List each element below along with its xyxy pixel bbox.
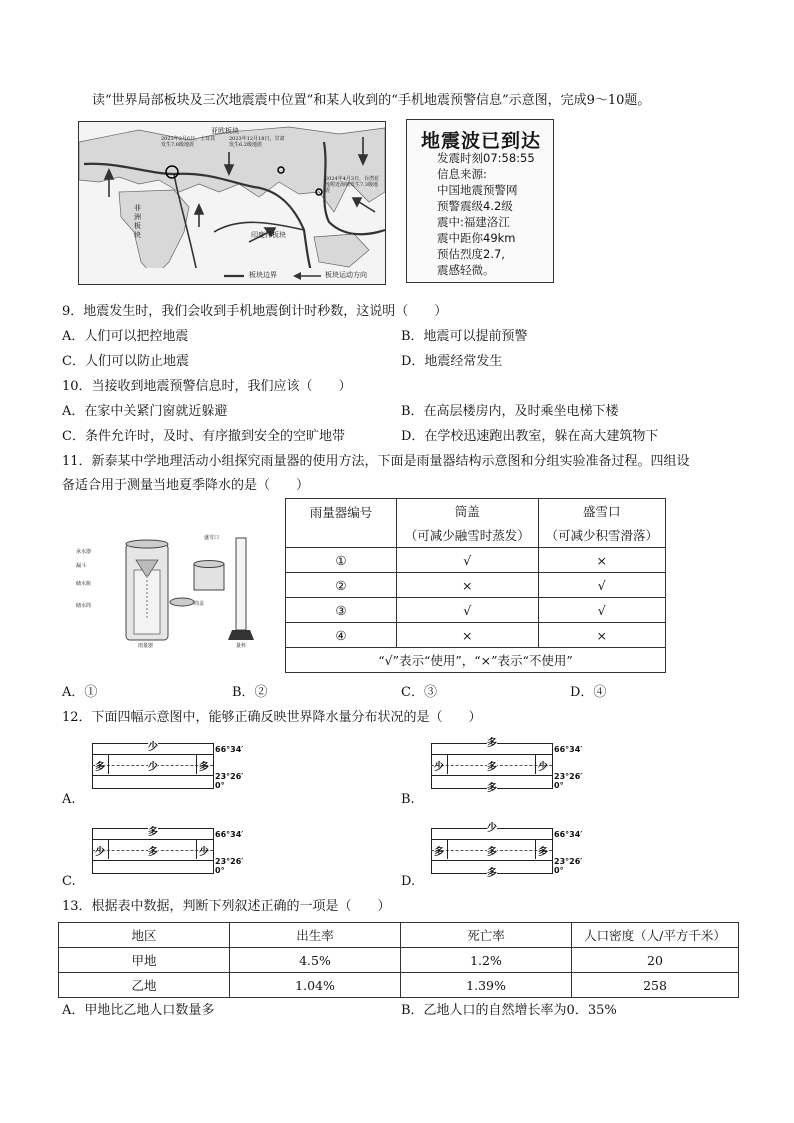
diagram-b-left: 少: [434, 762, 444, 773]
diagram-a-lat2: 23°26′: [215, 772, 244, 781]
label-collector: 承水器: [76, 549, 92, 555]
plate-label-africa: 非洲板块: [134, 204, 141, 239]
table-cell: 乙地: [59, 973, 230, 998]
diagram-c-divider: [108, 839, 109, 859]
table-header-id: 雨量器编号: [286, 499, 397, 548]
diagram-a-divider: [196, 754, 197, 774]
table-cell: ×: [397, 623, 539, 648]
q9-option-b[interactable]: B．地震可以提前预警: [401, 329, 528, 344]
diagram-a-lat3: 0°: [215, 781, 225, 790]
gauge-table: [285, 498, 666, 673]
rain-gauge-figure: [76, 530, 266, 650]
diagram-c-lat3: 0°: [215, 866, 225, 875]
table-header-cap-note: （可减少融雪时蒸发）: [397, 523, 539, 548]
q13-option-a[interactable]: A．甲地比乙地人口数量多: [62, 1003, 215, 1018]
q11-stem-cont: 备适合用于测量当地夏季降水的是（ ）: [62, 478, 310, 493]
diagram-b-right: 少: [538, 762, 548, 773]
table-cell: ×: [538, 548, 665, 573]
q11-option-b[interactable]: B．②: [232, 685, 268, 700]
diagram-d-lat1: 66°34′: [554, 830, 583, 839]
diagram-b[interactable]: [401, 733, 621, 808]
label-snow-port: 盛雪口: [204, 535, 220, 541]
diagram-c-right: 少: [199, 847, 209, 858]
intro-text: 读“世界局部板块及三次地震震中位置”和某人收到的“手机地震预警信息”示意图，完成9～10题。: [92, 93, 651, 108]
note-gansu: 2023年12月18日，甘肃发生6.2级地震: [229, 136, 285, 148]
table-cell: √: [397, 548, 539, 573]
table-header: 地区: [59, 923, 230, 948]
diagram-c-left: 少: [95, 847, 105, 858]
table-cell: ③: [286, 598, 397, 623]
q13-option-b[interactable]: B．乙地人口的自然增长率为0．35%: [401, 1003, 617, 1018]
diagram-b-label: B.: [401, 792, 415, 807]
plate-label-eurasia: 亚欧板块: [211, 127, 239, 135]
note-turkey: 2023年2月6日，土耳其发生7.8级地震: [161, 136, 216, 148]
q10-option-b[interactable]: B．在高层楼房内，及时乘坐电梯下楼: [401, 404, 619, 419]
alert-line: 信息来源:: [437, 167, 487, 181]
label-gauge: 雨量器: [138, 643, 154, 649]
diagram-a-lat1: 66°34′: [215, 745, 244, 754]
table-cell: 20: [572, 948, 739, 973]
q9-option-c[interactable]: C．人们可以防止地震: [62, 354, 189, 369]
diagram-c-top: 多: [148, 823, 158, 838]
table-header-snow-note: （可减少积雪滑落）: [538, 523, 665, 548]
diagram-d-bottom: 多: [487, 864, 497, 879]
table-header-snow: 盛雪口: [538, 499, 665, 524]
table-cell: ×: [538, 623, 665, 648]
table-header-cap: 筒盖: [397, 499, 539, 524]
diagram-d[interactable]: [401, 818, 621, 893]
alert-line: 中国地震预警网: [437, 183, 518, 197]
table-cell: √: [538, 598, 665, 623]
legend-direction: 板块运动方向: [325, 271, 367, 279]
q11-stem: 11．新泰某中学地理活动小组探究雨量器的使用方法，下面是雨量器结构示意图和分组实验准备过程。四组设: [62, 454, 690, 469]
alert-line: 预估烈度2.7,: [437, 247, 505, 261]
q11-option-d[interactable]: D．④: [570, 685, 607, 700]
diagram-d-top: 少: [487, 819, 497, 834]
plate-map: [78, 121, 386, 285]
diagram-a[interactable]: [62, 733, 282, 808]
diagram-b-divider: [447, 754, 448, 774]
table-header: 人口密度（人/平方千米）: [572, 923, 739, 948]
table-note: “√”表示“使用”，“×”表示“不使用”: [286, 648, 666, 673]
diagram-d-mid: 多: [487, 843, 497, 858]
alert-line: 震感轻微。: [437, 263, 495, 277]
diagram-b-top: 多: [487, 734, 497, 749]
diagram-c-divider: [196, 839, 197, 859]
diagram-b-lat1: 66°34′: [554, 745, 583, 754]
label-funnel: 漏斗: [76, 563, 87, 569]
label-cup: 量杯: [236, 643, 247, 649]
q9-option-a[interactable]: A．人们可以把控地震: [62, 329, 189, 344]
diagram-b-divider: [535, 754, 536, 774]
diagram-b-bottom: 多: [487, 779, 497, 794]
q10-option-a[interactable]: A．在家中关紧门窗就近躲避: [62, 404, 228, 419]
diagram-a-top: 少: [148, 738, 158, 753]
table-cell: ①: [286, 548, 397, 573]
legend-boundary: 板块边界: [249, 271, 277, 279]
table-cell: √: [538, 573, 665, 598]
table-cell: 1.04%: [230, 973, 401, 998]
alert-line: 预警震级4.2级: [437, 199, 513, 213]
q10-stem: 10．当接收到地震预警信息时，我们应该（ ）: [62, 379, 352, 394]
q13-stem: 13．根据表中数据，判断下列叙述正确的一项是（ ）: [62, 899, 391, 914]
table-cell: ④: [286, 623, 397, 648]
q9-option-d[interactable]: D．地震经常发生: [401, 354, 503, 369]
diagram-d-lat3: 0°: [554, 866, 564, 875]
diagram-b-lat3: 0°: [554, 781, 564, 790]
rain-gauge-drawing: [76, 530, 266, 650]
q12-stem: 12．下面四幅示意图中，能够正确反映世界降水量分布状况的是（ ）: [62, 710, 482, 725]
alert-title: 地震波已到达: [421, 130, 542, 152]
table-cell: ×: [397, 573, 539, 598]
table-header: 死亡率: [401, 923, 572, 948]
diagram-a-left: 多: [95, 762, 105, 773]
diagram-d-left: 多: [434, 847, 444, 858]
diagram-b-lat2: 23°26′: [554, 772, 583, 781]
diagram-d-divider: [535, 839, 536, 859]
q10-option-d[interactable]: D．在学校迅速跑出教室，躲在高大建筑物下: [401, 429, 659, 444]
table-cell: 1.2%: [401, 948, 572, 973]
label-bottle: 储水瓶: [76, 581, 92, 587]
label-cap: 筒盖: [194, 601, 205, 607]
diagram-c[interactable]: [62, 818, 282, 893]
q11-option-c[interactable]: C．③: [401, 685, 437, 700]
q10-option-c[interactable]: C．条件允许时，及时、有序撤到安全的空旷地带: [62, 429, 345, 444]
table-header: 出生率: [230, 923, 401, 948]
table-cell: 甲地: [59, 948, 230, 973]
diagram-a-label: A.: [62, 792, 76, 807]
table-cell: 258: [572, 973, 739, 998]
diagram-c-lat1: 66°34′: [215, 830, 244, 839]
diagram-a-divider: [108, 754, 109, 774]
earthquake-alert: [406, 119, 554, 283]
diagram-d-divider: [447, 839, 448, 859]
q9-stem: 9．地震发生时，我们会收到手机地震倒计时秒数，这说明（ ）: [62, 304, 448, 319]
diagram-c-label: C.: [62, 874, 76, 889]
diagram-c-mid: 多: [148, 843, 158, 858]
q11-option-a[interactable]: A．①: [62, 685, 98, 700]
alert-line: 震中距你49km: [437, 231, 516, 245]
table-cell: √: [397, 598, 539, 623]
population-table: [58, 922, 739, 998]
diagram-a-right: 多: [199, 762, 209, 773]
diagram-b-mid: 多: [487, 758, 497, 773]
diagram-d-lat2: 23°26′: [554, 857, 583, 866]
diagram-a-mid: 少: [148, 758, 158, 773]
alert-line: 发震时刻07:58:55: [437, 151, 535, 165]
diagram-d-label: D.: [401, 874, 416, 889]
diagram-d-right: 多: [538, 847, 548, 858]
label-tube: 储水筒: [76, 603, 92, 609]
table-cell: 1.39%: [401, 973, 572, 998]
alert-line: 震中:福建洛江: [437, 215, 510, 229]
plate-label-indian: 印度洋板块: [251, 231, 286, 239]
table-cell: 4.5%: [230, 948, 401, 973]
diagram-c-lat2: 23°26′: [215, 857, 244, 866]
note-taiwan: 2024年4月3日，台湾花莲附近海域发生7.3级地震: [325, 176, 380, 194]
table-cell: ②: [286, 573, 397, 598]
